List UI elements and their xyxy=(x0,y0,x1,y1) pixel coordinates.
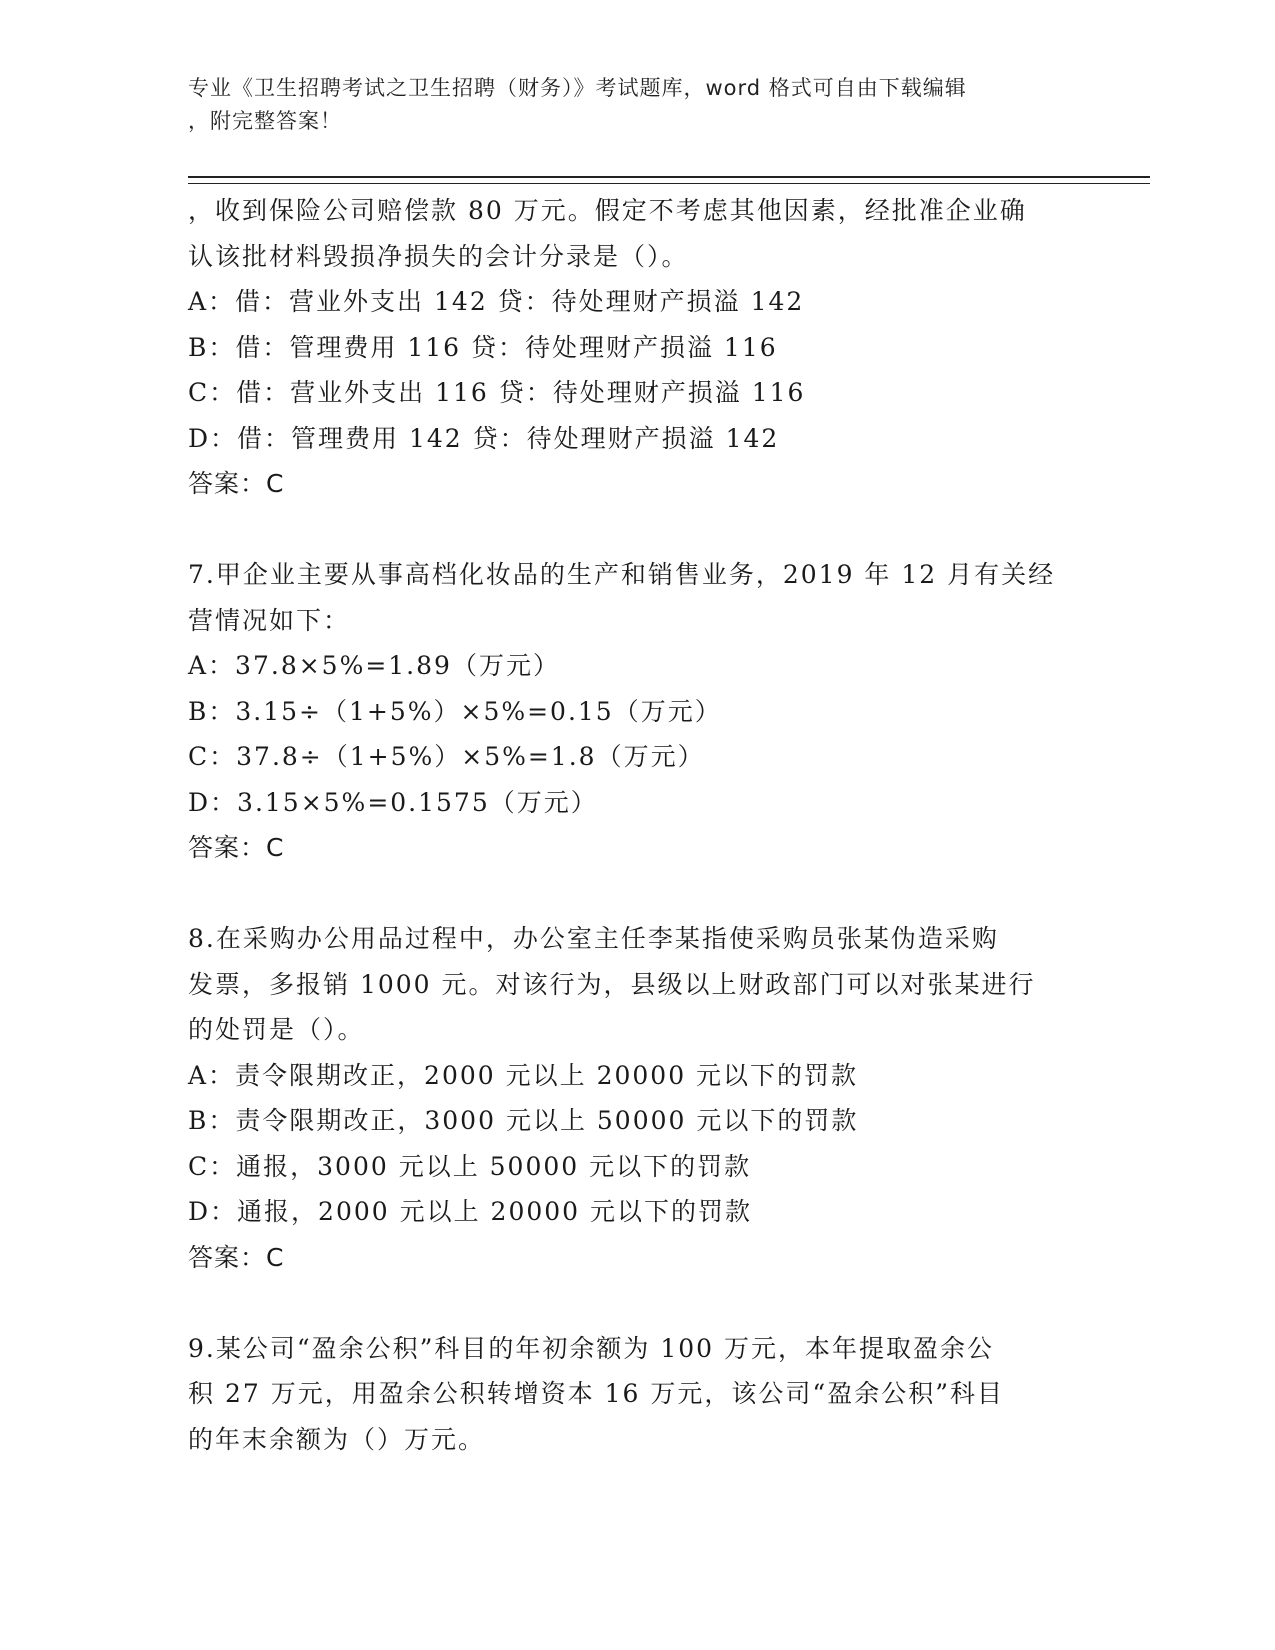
spacer xyxy=(188,507,1088,553)
question-text-line: 积 27 万元，用盈余公积转增资本 16 万元，该公司“盈余公积”科目 xyxy=(188,1379,1004,1408)
question-7 xyxy=(188,552,1088,871)
question-text-line: ，收到保险公司赔偿款 80 万元。假定不考虑其他因素，经批准企业确 xyxy=(188,196,1027,225)
question-text-line: 的处罚是（）。 xyxy=(188,1015,365,1044)
option-b: B：责令限期改正，3000 元以上 50000 元以下的罚款 xyxy=(188,1106,859,1135)
question-9 xyxy=(188,1326,1088,1463)
option-a: A：责令限期改正，2000 元以上 20000 元以下的罚款 xyxy=(188,1060,859,1090)
header-line-1: 专业《卫生招聘考试之卫生招聘（财务）》考试题库，word 格式可自由下载编辑 xyxy=(188,76,967,100)
answer-line: 答案：C xyxy=(188,833,285,862)
header-line-2: ，附完整答案！ xyxy=(188,109,342,133)
answer-line: 答案：C xyxy=(188,1242,285,1272)
option-d: D：通报，2000 元以上 20000 元以下的罚款 xyxy=(188,1197,753,1226)
option-a: A：37.8×5%=1.89（万元） xyxy=(188,651,560,680)
option-a: A：借：营业外支出 142 贷：待处理财产损溢 142 xyxy=(188,287,805,316)
spacer xyxy=(188,1280,1088,1326)
option-c: C：借：营业外支出 116 贷：待处理财产损溢 116 xyxy=(188,378,806,407)
question-text-line: 9.某公司“盈余公积”科目的年初余额为 100 万元，本年提取盈余公 xyxy=(188,1333,995,1363)
question-8 xyxy=(188,916,1088,1280)
question-text-line: 发票，多报销 1000 元。对该行为，县级以上财政部门可以对张某进行 xyxy=(188,969,1036,999)
option-c: C：通报，3000 元以上 50000 元以下的罚款 xyxy=(188,1151,752,1181)
header-rule-thick xyxy=(188,176,1150,178)
question-text-line: 营情况如下： xyxy=(188,605,351,635)
spacer xyxy=(188,871,1088,917)
question-list xyxy=(188,188,1088,1462)
question-text-line: 认该批材料毁损净损失的会计分录是（）。 xyxy=(188,241,689,271)
question-text-line: 的年末余额为（）万元。 xyxy=(188,1424,486,1454)
option-d: D：借：管理费用 142 贷：待处理财产损溢 142 xyxy=(188,423,780,453)
question-text-line: 7.甲企业主要从事高档化妆品的生产和销售业务，2019 年 12 月有关经 xyxy=(188,560,1056,589)
header-rule-thin xyxy=(188,183,1150,184)
page-header xyxy=(188,72,1088,138)
option-b: B：3.15÷（1+5%）×5%=0.15（万元） xyxy=(188,696,722,726)
option-b: B：借：管理费用 116 贷：待处理财产损溢 116 xyxy=(188,332,778,362)
question-continued xyxy=(188,188,1088,507)
option-c: C：37.8÷（1+5%）×5%=1.8（万元） xyxy=(188,742,705,771)
question-text-line: 8.在采购办公用品过程中，办公室主任李某指使采购员张某伪造采购 xyxy=(188,924,999,953)
option-d: D：3.15×5%=0.1575（万元） xyxy=(188,787,598,817)
answer-line: 答案：C xyxy=(188,469,285,498)
